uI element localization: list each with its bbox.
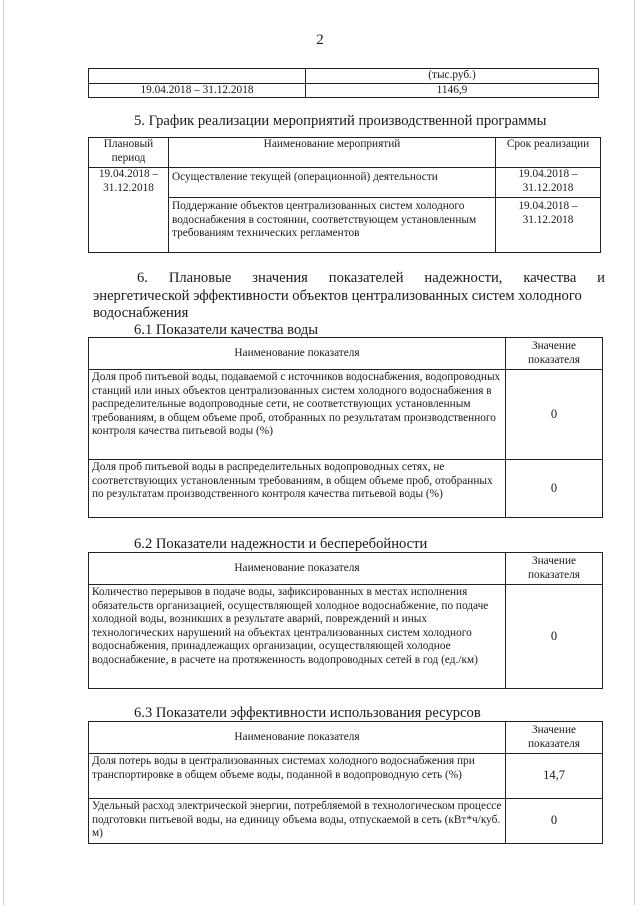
schedule-row-name: Осуществление текущей (операционной) деятельности bbox=[169, 168, 496, 198]
schedule-row-term: 19.04.2018 – 31.12.2018 bbox=[496, 168, 601, 198]
section62-title: 6.2 Показатели надежности и бесперебойности bbox=[134, 536, 428, 552]
schedule-row-name: Поддержание объектов централизованных систем холодного водоснабжения в состоянии, соответствующем установленным требованиям технических регламентов bbox=[169, 198, 496, 253]
schedule-table bbox=[88, 137, 601, 253]
efficiency-table bbox=[88, 721, 603, 844]
section6-title-line1: 6. Плановые значения показателей надежности, качества и bbox=[137, 270, 605, 286]
col-value-header: Значение показателя bbox=[506, 553, 603, 585]
col-indicator-header: Наименование показателя bbox=[89, 338, 506, 370]
page-number: 2 bbox=[316, 32, 324, 48]
reliability-table bbox=[88, 552, 603, 689]
schedule-period: 19.04.2018 – 31.12.2018 bbox=[89, 168, 169, 253]
col-indicator-header: Наименование показателя bbox=[89, 553, 506, 585]
indicator-value: 14,7 bbox=[506, 754, 603, 799]
indicator-value: 0 bbox=[506, 799, 603, 844]
section6-title bbox=[93, 270, 605, 323]
scan-edge-right bbox=[634, 0, 635, 905]
budget-amount: 1146,9 bbox=[306, 83, 599, 98]
scan-edge-left bbox=[3, 0, 4, 905]
col-value-header: Значение показателя bbox=[506, 338, 603, 370]
indicator-value: 0 bbox=[506, 460, 603, 518]
section63-title: 6.3 Показатели эффективности использования ресурсов bbox=[134, 705, 481, 721]
indicator-value: 0 bbox=[506, 585, 603, 689]
col-period-header: Плановый период bbox=[89, 138, 169, 168]
indicator-value: 0 bbox=[506, 370, 603, 460]
indicator-name: Удельный расход электрической энергии, потребляемой в технологическом процессе подготовки питьевой воды, на единицу объема воды, отпускаемой в сеть (кВт*ч/куб. м) bbox=[89, 799, 506, 844]
unit-header: (тыс.руб.) bbox=[306, 69, 599, 84]
indicator-name: Доля проб питьевой воды, подаваемой с источников водоснабжения, водопроводных станций или иных объектов централизованных систем холодного водоснабжения в распределительные водопроводные сети, не соответствующих установленным требованиям, в общем объеме проб, отобранных по результатам производственного контроля качества питьевой воды (%) bbox=[89, 370, 506, 460]
col-name-header: Наименование мероприятий bbox=[169, 138, 496, 168]
quality-table bbox=[88, 337, 603, 518]
indicator-name: Доля проб питьевой воды в распределительных водопроводных сетях, не соответствующих установленным требованиям, в общем объеме проб, отобранных по результатам производственного контроля качества питьевой воды (%) bbox=[89, 460, 506, 518]
section61-title: 6.1 Показатели качества воды bbox=[134, 322, 319, 338]
budget-table bbox=[88, 68, 599, 98]
col-indicator-header: Наименование показателя bbox=[89, 722, 506, 754]
section6-title-rest: энергетической эффективности объектов централизованных систем холодного водоснабжения bbox=[93, 287, 582, 321]
budget-period: 19.04.2018 – 31.12.2018 bbox=[89, 83, 306, 98]
schedule-row-term: 19.04.2018 – 31.12.2018 bbox=[496, 198, 601, 253]
indicator-name: Доля потерь воды в централизованных системах холодного водоснабжения при транспортировке в общем объеме воды, поданной в водопроводную сеть (%) bbox=[89, 754, 506, 799]
section5-title: 5. График реализации мероприятий производственной программы bbox=[134, 113, 547, 129]
indicator-name: Количество перерывов в подаче воды, зафиксированных в местах исполнения обязательств организацией, осуществляющей холодное водоснабжение, по подаче холодной воды, возникших в результате аварий, повреждений и иных технологических нарушений на объектах централизованных систем холодного водоснабжения, принадлежащих организации, осуществляющей холодное водоснабжение, в расчете на протяженность водопроводных сетей в год (ед./км) bbox=[89, 585, 506, 689]
col-term-header: Срок реализации bbox=[496, 138, 601, 168]
col-value-header: Значение показателя bbox=[506, 722, 603, 754]
